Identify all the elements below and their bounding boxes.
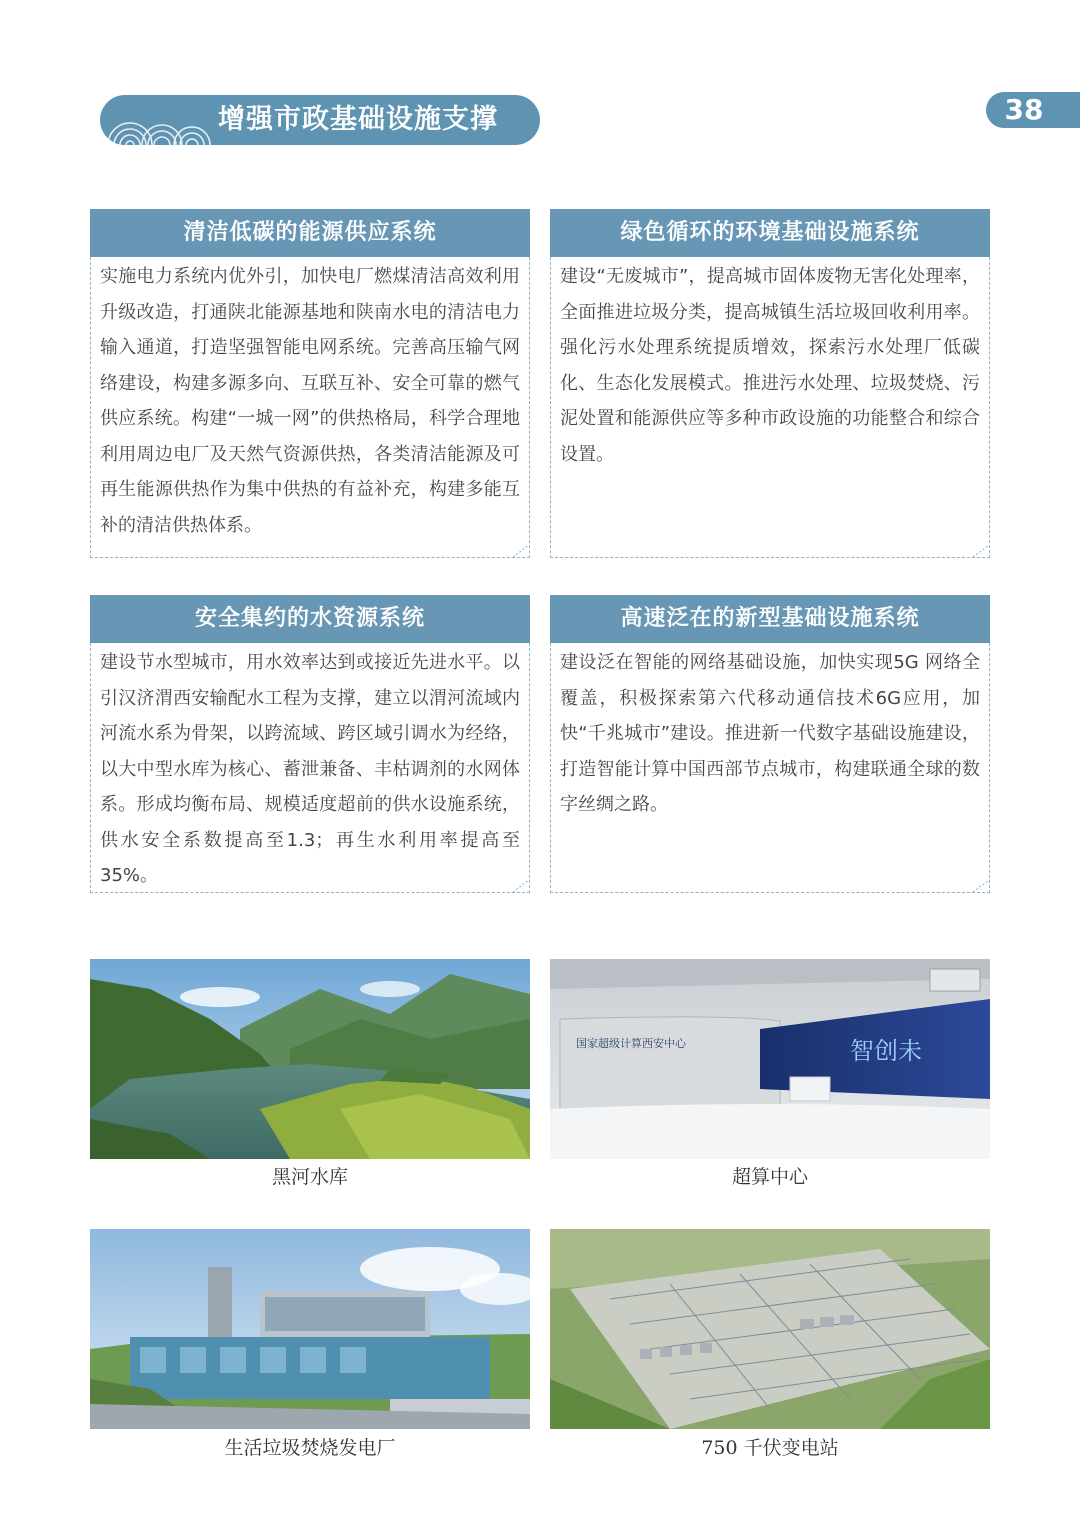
folded-corner-icon — [973, 880, 989, 892]
photo-caption: 黑河水库 — [271, 1166, 348, 1188]
page-number: 38 — [1004, 93, 1044, 126]
card-text: 实施电力系统内优外引，加快电厂燃煤清洁高效利用升级改造，打通陕北能源基地和陕南水电的清洁电力输入通道，打造坚强智能电网系统。完善高压输气网络建设，构建多源多向、互联互补、安全可靠的燃气供应系统。构建“一城一网”的供热格局，科学合理地利用周边电厂及天然气资源供热，各类清洁能源及可再生能源供热作为集中供热的有益补充，构建多能互补的清洁供热体系。 — [100, 266, 520, 536]
wall-text: 智创未 — [850, 1037, 922, 1065]
page-number-tab — [986, 92, 1080, 128]
card-title: 清洁低碳的能源供应系统 — [90, 209, 530, 257]
card-body — [90, 257, 530, 558]
card-environment-infrastructure — [550, 209, 990, 558]
card-body — [550, 643, 990, 893]
substation-photo — [550, 1229, 990, 1429]
folded-corner-icon — [513, 545, 529, 557]
photo-caption: 生活垃圾焚烧发电厂 — [224, 1437, 396, 1459]
card-title: 安全集约的水资源系统 — [90, 595, 530, 643]
folded-corner-icon — [513, 880, 529, 892]
page-title: 增强市政基础设施支撑 — [218, 104, 498, 135]
waste-incineration-plant-photo — [90, 1229, 530, 1429]
card-water-resources — [90, 595, 530, 893]
card-body — [90, 643, 530, 893]
photo-caption: 750 千伏变电站 — [701, 1437, 839, 1459]
card-text: 建设泛在智能的网络基础设施，加快实现5G 网络全覆盖，积极探索第六代移动通信技术6G应用，加快“千兆城市”建设。推进新一代数字基础设施建设，打造智能计算中国西部节点城市，构建联通全球的数字丝绸之路。 — [560, 652, 980, 815]
card-energy-supply — [90, 209, 530, 558]
card-body — [550, 257, 990, 558]
card-title: 高速泛在的新型基础设施系统 — [550, 595, 990, 643]
card-text: 建设“无废城市”，提高城市固体废物无害化处理率，全面推进垃圾分类，提高城镇生活垃圾回收利用率。强化污水处理系统提质增效，探索污水处理厂低碳化、生态化发展模式。推进污水处理、垃圾焚烧、污泥处置和能源供应等多种市政设施的功能整合和综合设置。 — [560, 266, 980, 465]
card-text: 建设节水型城市，用水效率达到或接近先进水平。以引汉济渭西安输配水工程为支撑，建立以渭河流域内河流水系为骨架，以跨流域、跨区域引调水为经络，以大中型水库为核心、蓄泄兼备、丰枯调剂的水网体系。形成均衡布局、规模适度超前的供水设施系统，供水安全系数提高至1.3；再生水利用率提高至 35%。 — [100, 652, 520, 886]
wave-pattern-icon — [100, 95, 220, 145]
photo-caption: 超算中心 — [731, 1166, 808, 1188]
card-new-infrastructure — [550, 595, 990, 893]
supercomputing-center-photo — [550, 959, 990, 1159]
screen-text: 国家超级计算西安中心 — [576, 1037, 686, 1050]
folded-corner-icon — [973, 545, 989, 557]
card-title: 绿色循环的环境基础设施系统 — [550, 209, 990, 257]
reservoir-photo — [90, 959, 530, 1159]
section-banner — [100, 95, 540, 145]
